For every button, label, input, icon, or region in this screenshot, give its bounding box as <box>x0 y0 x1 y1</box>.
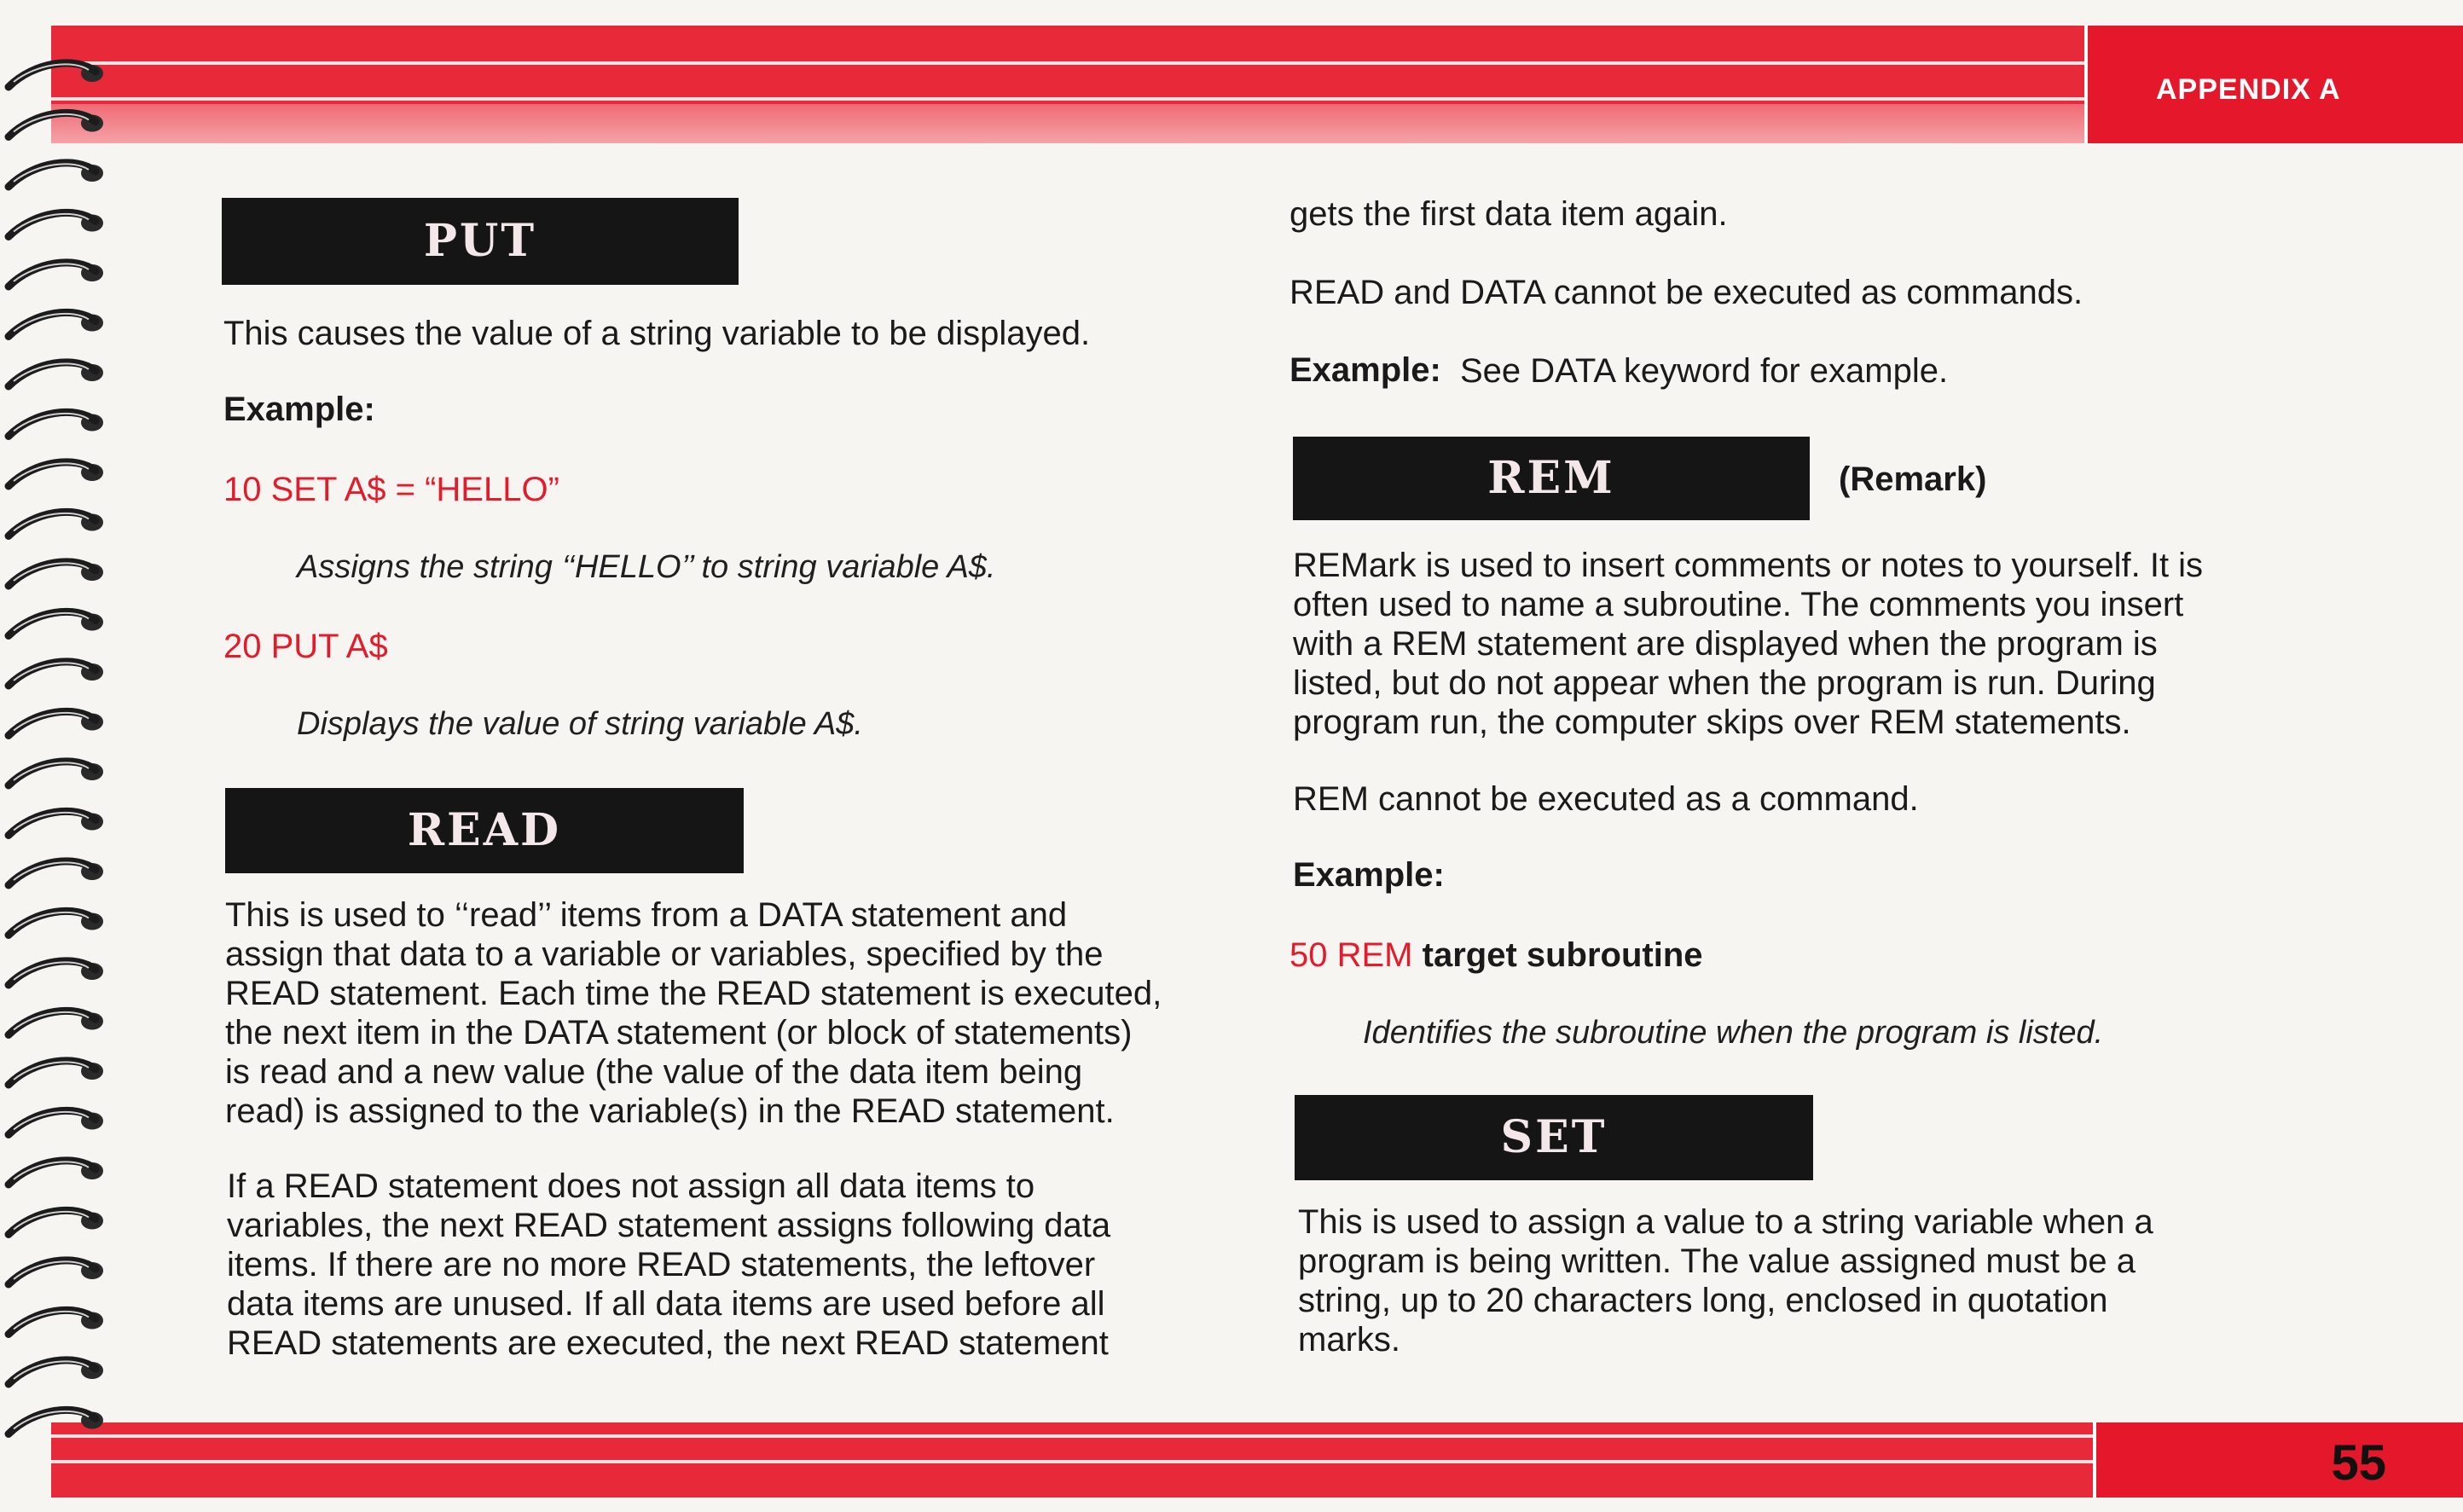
spiral-coil <box>9 811 103 835</box>
rem-code-tail: target subroutine <box>1422 936 1703 974</box>
rem-code-keyword: 50 REM <box>1289 936 1413 974</box>
keyword-set: SET <box>1295 1095 1813 1180</box>
read-continuation-line1: gets the first data item again. <box>1289 195 1728 233</box>
put-example-line1-desc: Assigns the string ‘‘HELLO’’ to string variable A$. <box>297 549 996 585</box>
read-paragraph-1: This is used to ‘‘read’’ items from a DATA statement and assign that data to a variable or variables, specified by the READ statement. Each time the READ statement is executed, the next item in the DATA statement (or block of statements) is read and a new value (the value of the data item being read) is assigned to the variable(s) in the READ statement. <box>225 896 1162 1130</box>
read-example-label: Example: <box>1289 351 1441 389</box>
spiral-coil <box>9 512 103 536</box>
read-paragraph-2: If a READ statement does not assign all data items to variables, the next READ statement assigns following data items. If there are no more READ statements, the leftover data items are unused. If all data items are used before all READ statements are executed, the next READ statement <box>227 1167 1111 1362</box>
keyword-rem: REM <box>1293 437 1810 520</box>
rem-example-code <box>1289 936 1703 975</box>
spiral-coil <box>9 562 103 586</box>
spiral-coil <box>9 611 103 635</box>
rem-example-desc: Identifies the subroutine when the program is listed. <box>1363 1015 2104 1051</box>
read-example-text: See DATA keyword for example. <box>1460 352 1949 390</box>
spiral-coil <box>9 63 103 87</box>
spiral-coil <box>9 1260 103 1284</box>
put-example-line2-desc: Displays the value of string variable A$. <box>297 706 863 742</box>
rem-example-label: Example: <box>1293 856 1445 894</box>
spiral-coil <box>9 861 103 885</box>
rem-paragraph-2: REM cannot be executed as a command. <box>1293 780 1919 818</box>
keyword-read: READ <box>225 788 744 873</box>
spiral-coil <box>9 1061 103 1085</box>
spiral-coil <box>9 662 103 686</box>
spiral-coil <box>9 1210 103 1234</box>
spiral-binding <box>0 0 111 1512</box>
put-example-line1-code: 10 SET A$ = “HELLO” <box>223 471 559 508</box>
spiral-coil <box>9 1011 103 1034</box>
spiral-coil <box>9 1360 103 1384</box>
spiral-coil <box>9 1310 103 1334</box>
appendix-tab <box>2084 26 2463 143</box>
spiral-coil <box>9 362 103 386</box>
spiral-coil <box>9 911 103 935</box>
page-number-tab <box>2093 1422 2463 1498</box>
spiral-coil <box>9 1161 103 1185</box>
rem-paragraph-1: REMark is used to insert comments or notes to yourself. It is often used to name a subroutine. The comments you insert with a REM statement are displayed when the program is listed, but do not appear when the program is run. During program run, the computer skips over REM statements. <box>1293 547 2204 741</box>
spiral-coil <box>9 212 103 236</box>
rem-remark: (Remark) <box>1839 461 1987 498</box>
keyword-put: PUT <box>222 198 739 285</box>
spiral-coil <box>9 762 103 785</box>
spiral-coil <box>9 263 103 287</box>
appendix-label: APPENDIX A <box>2156 73 2341 106</box>
spiral-coil <box>9 312 103 336</box>
spiral-coil <box>9 163 103 187</box>
put-example-line2-code: 20 PUT A$ <box>223 628 388 665</box>
set-paragraph-1: This is used to assign a value to a string variable when a program is being written. The value assigned must be a string, up to 20 characters long, enclosed in quotation marks. <box>1298 1203 2153 1358</box>
spiral-coil <box>9 113 103 136</box>
spiral-coil <box>9 462 103 486</box>
spiral-coil <box>9 961 103 985</box>
put-description: This causes the value of a string variable to be displayed. <box>223 315 1091 352</box>
spiral-coil <box>9 1110 103 1134</box>
put-example-label: Example: <box>223 391 375 428</box>
spiral-coil <box>9 1410 103 1434</box>
spiral-coil <box>9 711 103 735</box>
read-continuation-line2: READ and DATA cannot be executed as commands. <box>1289 274 2083 311</box>
spiral-coil <box>9 412 103 436</box>
page-number: 55 <box>2331 1435 2386 1491</box>
